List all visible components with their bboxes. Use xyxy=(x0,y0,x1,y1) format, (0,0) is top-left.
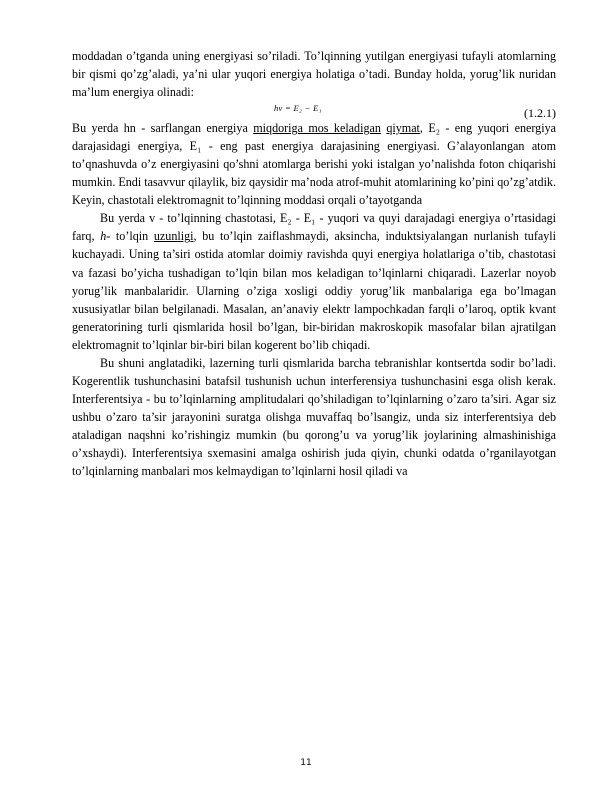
equation-number: (1.2.1) xyxy=(524,106,556,121)
paragraph-energy-definition-start: Bu yerda hn - sarflangan energiya xyxy=(72,121,248,136)
equation-row xyxy=(72,101,556,119)
paragraph-coherence: Bu shuni anglatadiki, lazerning turli qismlarida barcha tebranishlar kontsertda sodir bo’ladi. Kogerentlik tushunchasini batafsil tushunish uchun interferensiya tushunchasini esga olish kerak. Interferentsiya - bu to’lqinlarning amplitudalari qo’shiladigan to’lqinlarning o’zaro ta’siri. Agar siz ushbu o’zaro ta’sir jarayonini suratga olishga muvaffaq bo’lsangiz, unda siz interferentsiya deb ataladigan naqshni ko’rishingiz mumkin (bu qorong’u va yorug’lik joylarining almashinishiga o’xshaydi). Interferentsiya sxemasini amalga oshirish juda qiyin, chunki odatda o’rganilayotgan to’lqinlarning manbalari mos kelmaydigan to’lqinlarni hosil qiladi va xyxy=(72,355,556,479)
link-uzunligi[interactable]: uzunligi xyxy=(153,229,194,244)
paragraph-frequency-rest: , bu to’lqin zaiflashmaydi, aksincha, induktsiyalangan nurlanish tufayli kuchayadi. Uning ta’siri ostida atomlar doimiy ravishda quyi energiya holatlariga o’tib, chastotasi va fazasi bo’yicha tushadigan to’lqin bilan mos keladigan to’lqinlarni chiqaradi. Lazerlar noyob yorug’lik manbalaridir. Ularning o’ziga xosligi oddiy yorug’lik manbalariga ega bo’lmagan xususiyatlar bilan belgilanadi. Masalan, an’anaviy elektr lampochkadan farqli o’laroq, optik kvant generatorining turli qismlarida hosil bo’lgan, bir-biridan makroskopik masofalar bilan ajratilgan elektromagnit to’lqinlar bir-biri bilan kogerent bo’lib chiqadi. xyxy=(72,229,556,352)
paragraph-energy-definition-rest: , E₂ - eng yuqori energiya darajasidagi energiya, E₁ - eng past energiya darajasining energiyasi. G’alayonlangan atom to’qnashuvda o’z energiyasini qo’shni atomlarga berishi yoki istalgan yo’nalishda foton chiqarishi mumkin. Endi tasavvur qilaylik, biz qaysidir ma’noda atrof-muhit atomlarining ko’pini qo’zg’atdik. Keyin, chastotali elektromagnit to’lqinning moddasi orqali o’tayotganda xyxy=(72,121,556,208)
paragraph-energy-definition xyxy=(72,119,556,209)
paragraph-intro: moddadan o’tganda uning energiyasi so’riladi. To’lqinning yutilgan energiyasi tufayli atomlarning bir qismi qo’zg’aladi, ya’ni ular yuqori energiya holatiga o’tadi. Bunday holda, yorug’lik nuridan ma’lum energiya olinadi: xyxy=(72,49,556,100)
link-qiymat[interactable]: qiymat xyxy=(386,121,420,136)
paragraph-frequency xyxy=(72,209,556,353)
page-number: 11 xyxy=(300,758,312,768)
link-miqdoriga-mos-keladigan[interactable]: miqdoriga mos keladigan xyxy=(253,121,381,136)
paragraph-frequency-start: Bu yerda v - to’lqinning chastotasi, E₂ - E₁ - yuqori va quyi darajadagi energiya o’rtasidagi farq, xyxy=(72,211,556,244)
planck-symbol: h xyxy=(100,229,107,244)
paragraph-frequency-mid: - to’lqin xyxy=(106,229,149,244)
energy-equation: hν = E₂ − E₁ xyxy=(274,103,322,114)
document-page xyxy=(72,47,556,480)
